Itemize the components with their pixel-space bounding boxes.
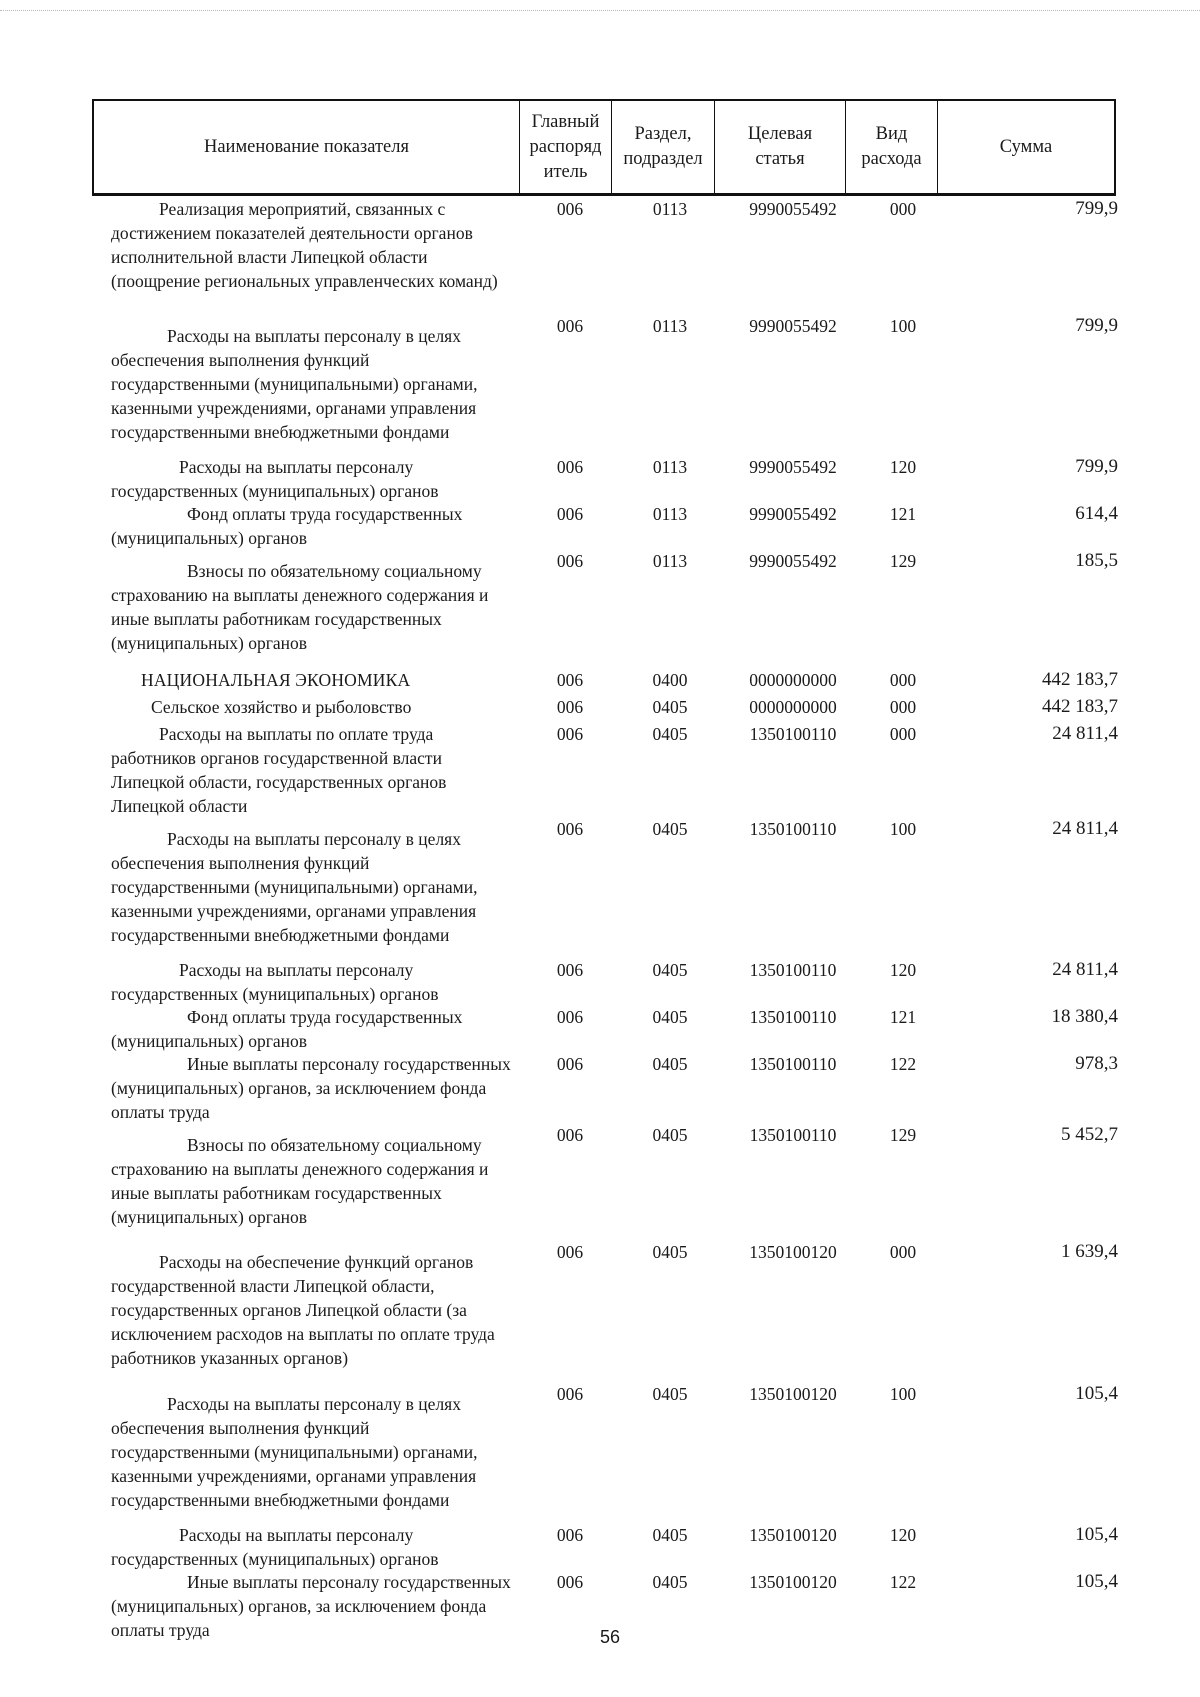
row-name: Реализация мероприятий, связанных с достижением показателей деятельности органов исполнительной власти Липецкой области (поощрение региональных управленческих команд) [111,199,498,291]
row-razdel: 0113 [652,316,688,336]
row-razdel: 0405 [652,960,688,980]
row-celevaya: 1350100110 [749,1007,837,1027]
row-celevaya: 1350100110 [749,819,837,839]
row-name: Расходы на выплаты персоналу государственных (муниципальных) органов [111,960,439,1004]
row-vid: 000 [889,199,917,219]
row-glav: 006 [556,504,584,524]
row-name: НАЦИОНАЛЬНАЯ ЭКОНОМИКА [141,670,411,690]
row-summa: 24 811,4 [1052,959,1118,980]
row-glav: 006 [556,1525,584,1545]
row-razdel: 0405 [652,1125,688,1145]
row-summa: 1 639,4 [1061,1241,1118,1262]
row-glav: 006 [556,1572,584,1592]
row-name: Фонд оплаты труда государственных (муниципальных) органов [111,504,463,548]
header-glav: Главный распоряд итель [520,101,612,193]
row-name: Расходы на выплаты персоналу в целях обеспечения выполнения функций государственными (муниципальными) органами, казенными учреждениями, органами управления государственными внебюджетными фондами [111,326,478,442]
row-razdel: 0405 [652,1054,688,1074]
row-razdel: 0405 [652,724,688,744]
header-celevaya: Целевая статья [715,101,846,193]
row-celevaya: 1350100110 [749,1054,837,1074]
row-celevaya: 0000000000 [749,697,837,717]
header-bottom-rule [92,195,1116,196]
row-vid: 000 [889,670,917,690]
row-name: Иные выплаты персоналу государственных (муниципальных) органов, за исключением фонда оплаты труда [111,1054,511,1122]
row-vid: 129 [889,1125,917,1145]
row-glav: 006 [556,697,584,717]
row-glav: 006 [556,551,584,571]
row-razdel: 0405 [652,1242,688,1262]
page-number: 56 [599,1627,621,1647]
row-celevaya: 1350100110 [749,724,837,744]
row-vid: 121 [889,504,917,524]
row-celevaya: 1350100120 [749,1242,837,1262]
row-celevaya: 9990055492 [749,199,837,219]
row-vid: 000 [889,1242,917,1262]
row-summa: 978,3 [1075,1053,1118,1074]
row-glav: 006 [556,1125,584,1145]
row-vid: 121 [889,1007,917,1027]
row-celevaya: 9990055492 [749,457,837,477]
row-celevaya: 9990055492 [749,504,837,524]
row-name: Взносы по обязательному социальному страхованию на выплаты денежного содержания и иные выплаты работникам государственных (муниципальных) органов [111,561,489,653]
row-glav: 006 [556,1054,584,1074]
header-name: Наименование показателя [94,101,520,193]
row-summa: 24 811,4 [1052,818,1118,839]
row-summa: 614,4 [1075,503,1118,524]
row-name: Расходы на выплаты персоналу государственных (муниципальных) органов [111,457,439,501]
row-celevaya: 9990055492 [749,316,837,336]
row-vid: 000 [889,724,917,744]
row-summa: 442 183,7 [1042,669,1118,690]
row-summa: 442 183,7 [1042,696,1118,717]
row-vid: 129 [889,551,917,571]
row-summa: 105,4 [1075,1524,1118,1545]
row-vid: 100 [889,1384,917,1404]
row-razdel: 0113 [652,551,688,571]
row-summa: 18 380,4 [1051,1006,1118,1027]
row-razdel: 0405 [652,1525,688,1545]
row-glav: 006 [556,316,584,336]
row-celevaya: 1350100110 [749,1125,837,1145]
row-razdel: 0113 [652,199,688,219]
row-glav: 006 [556,1384,584,1404]
row-vid: 120 [889,1525,917,1545]
row-summa: 799,9 [1075,315,1118,336]
row-vid: 120 [889,457,917,477]
row-vid: 122 [889,1054,917,1074]
row-razdel: 0405 [652,1384,688,1404]
page-top-border [0,10,1200,11]
row-summa: 185,5 [1075,550,1118,571]
row-razdel: 0113 [652,504,688,524]
row-vid: 100 [889,316,917,336]
row-glav: 006 [556,1007,584,1027]
row-razdel: 0405 [652,1007,688,1027]
row-name: Сельское хозяйство и рыболовство [151,697,412,717]
row-glav: 006 [556,199,584,219]
table-header [92,99,1116,195]
row-celevaya: 1350100110 [749,960,837,980]
row-razdel: 0405 [652,697,688,717]
row-razdel: 0405 [652,1572,688,1592]
row-glav: 006 [556,457,584,477]
row-celevaya: 0000000000 [749,670,837,690]
row-vid: 120 [889,960,917,980]
row-vid: 000 [889,697,917,717]
row-celevaya: 1350100120 [749,1525,837,1545]
row-summa: 799,9 [1075,198,1118,219]
row-vid: 100 [889,819,917,839]
row-name: Иные выплаты персоналу государственных (муниципальных) органов, за исключением фонда оплаты труда [111,1572,511,1640]
row-summa: 5 452,7 [1061,1124,1118,1145]
row-name: Расходы на обеспечение функций органов государственной власти Липецкой области, государственных органов Липецкой области (за исключением расходов на выплаты по оплате труда работников указанных органов) [111,1252,495,1368]
row-glav: 006 [556,724,584,744]
row-razdel: 0113 [652,457,688,477]
row-name: Фонд оплаты труда государственных (муниципальных) органов [111,1007,463,1051]
row-razdel: 0400 [652,670,688,690]
row-name: Взносы по обязательному социальному страхованию на выплаты денежного содержания и иные выплаты работникам государственных (муниципальных) органов [111,1135,489,1227]
header-summa: Сумма [999,136,1053,157]
row-celevaya: 1350100120 [749,1384,837,1404]
row-vid: 122 [889,1572,917,1592]
row-glav: 006 [556,670,584,690]
row-razdel: 0405 [652,819,688,839]
row-celevaya: 9990055492 [749,551,837,571]
header-vid: Вид расхода [846,101,938,193]
row-glav: 006 [556,819,584,839]
row-name: Расходы на выплаты персоналу в целях обеспечения выполнения функций государственными (муниципальными) органами, казенными учреждениями, органами управления государственными внебюджетными фондами [111,1394,478,1510]
row-summa: 105,4 [1075,1571,1118,1592]
row-summa: 799,9 [1075,456,1118,477]
row-celevaya: 1350100120 [749,1572,837,1592]
row-glav: 006 [556,1242,584,1262]
row-name: Расходы на выплаты персоналу в целях обеспечения выполнения функций государственными (муниципальными) органами, казенными учреждениями, органами управления государственными внебюджетными фондами [111,829,478,945]
row-name: Расходы на выплаты по оплате труда работников органов государственной власти Липецкой области, государственных органов Липецкой области [111,724,447,816]
row-name: Расходы на выплаты персоналу государственных (муниципальных) органов [111,1525,439,1569]
row-glav: 006 [556,960,584,980]
header-razdel: Раздел, подраздел [612,101,715,193]
row-summa: 105,4 [1075,1383,1118,1404]
row-summa: 24 811,4 [1052,723,1118,744]
